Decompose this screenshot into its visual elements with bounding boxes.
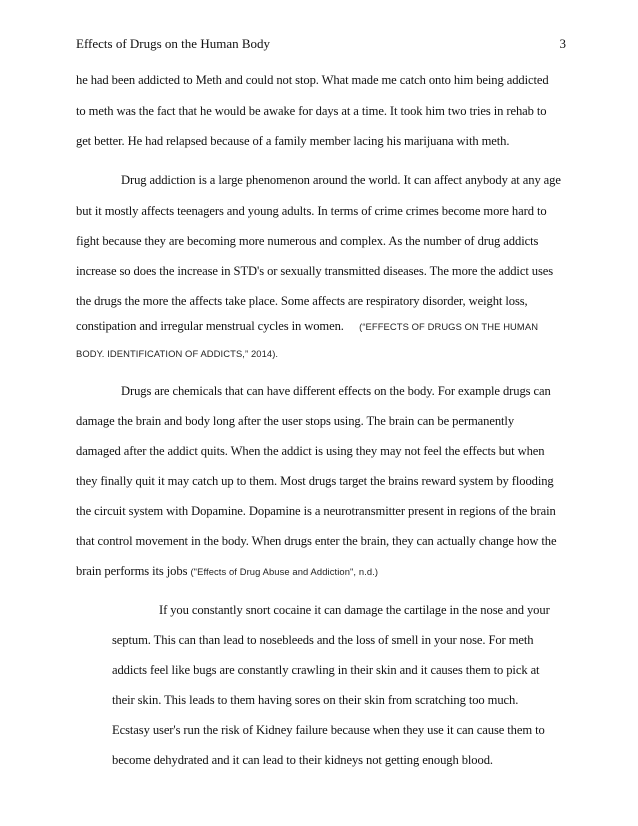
citation: ("Effects of Drug Abuse and Addiction", n.d.) — [190, 566, 379, 577]
block-quote-line: addicts feel like bugs are constantly crawling in their skin and it causes them to pick at — [112, 663, 540, 677]
body-line: to meth was the fact that he would be awake for days at a time. It took him two tries in rehab to — [76, 104, 547, 118]
body-text: brain performs its jobs — [76, 564, 188, 578]
block-quote-first-line: If you constantly snort cocaine it can damage the cartilage in the nose and your — [159, 603, 550, 617]
body-line: the circuit system with Dopamine. Dopamine is a neurotransmitter present in regions of the brain — [76, 504, 556, 518]
body-line: but it mostly affects teenagers and young adults. In terms of crime crimes become more hard to — [76, 204, 547, 218]
body-line: damage the brain and body long after the user stops using. The brain can be permanently — [76, 414, 515, 428]
body-line: he had been addicted to Meth and could not stop. What made me catch onto him being addicted — [76, 73, 549, 87]
page-number: 3 — [559, 36, 566, 51]
body-line: that control movement in the body. When drugs enter the brain, they can actually change how the — [76, 534, 557, 548]
body-line: damaged after the addict quits. When the addict is using they may not feel the effects but when — [76, 444, 545, 458]
block-quote-line: septum. This can than lead to nosebleeds and the loss of smell in your nose. For meth — [112, 633, 534, 647]
header-title: Effects of Drugs on the Human Body — [76, 36, 271, 51]
block-quote-line: become dehydrated and it can lead to their kidneys not getting enough blood. — [112, 753, 493, 767]
body-line — [76, 319, 538, 334]
paragraph-first-line: Drug addiction is a large phenomenon around the world. It can affect anybody at any age — [121, 173, 561, 187]
body-line: they finally quit it may catch up to them. Most drugs target the brains reward system by flooding — [76, 474, 554, 488]
body-line: get better. He had relapsed because of a family member lacing his marijuana with meth. — [76, 134, 510, 148]
body-text: constipation and irregular menstrual cycles in women. — [76, 319, 344, 333]
block-quote-line: their skin. This leads to them having sores on their skin from scratching too much. — [112, 693, 519, 707]
citation-continued: BODY. IDENTIFICATION OF ADDICTS,” 2014). — [76, 348, 279, 359]
paragraph-first-line: Drugs are chemicals that can have different effects on the body. For example drugs can — [121, 384, 551, 398]
citation: (“EFFECTS OF DRUGS ON THE HUMAN — [359, 321, 539, 332]
body-line: fight because they are becoming more numerous and complex. As the number of drug addicts — [76, 234, 539, 248]
body-line: the drugs the more the affects take place. Some affects are respiratory disorder, weight loss, — [76, 294, 528, 308]
block-quote-line: Ecstasy user's run the risk of Kidney failure because when they use it can cause them to — [112, 723, 545, 737]
body-line — [76, 564, 378, 579]
body-line: increase so does the increase in STD's or sexually transmitted diseases. The more the addict uses — [76, 264, 554, 278]
